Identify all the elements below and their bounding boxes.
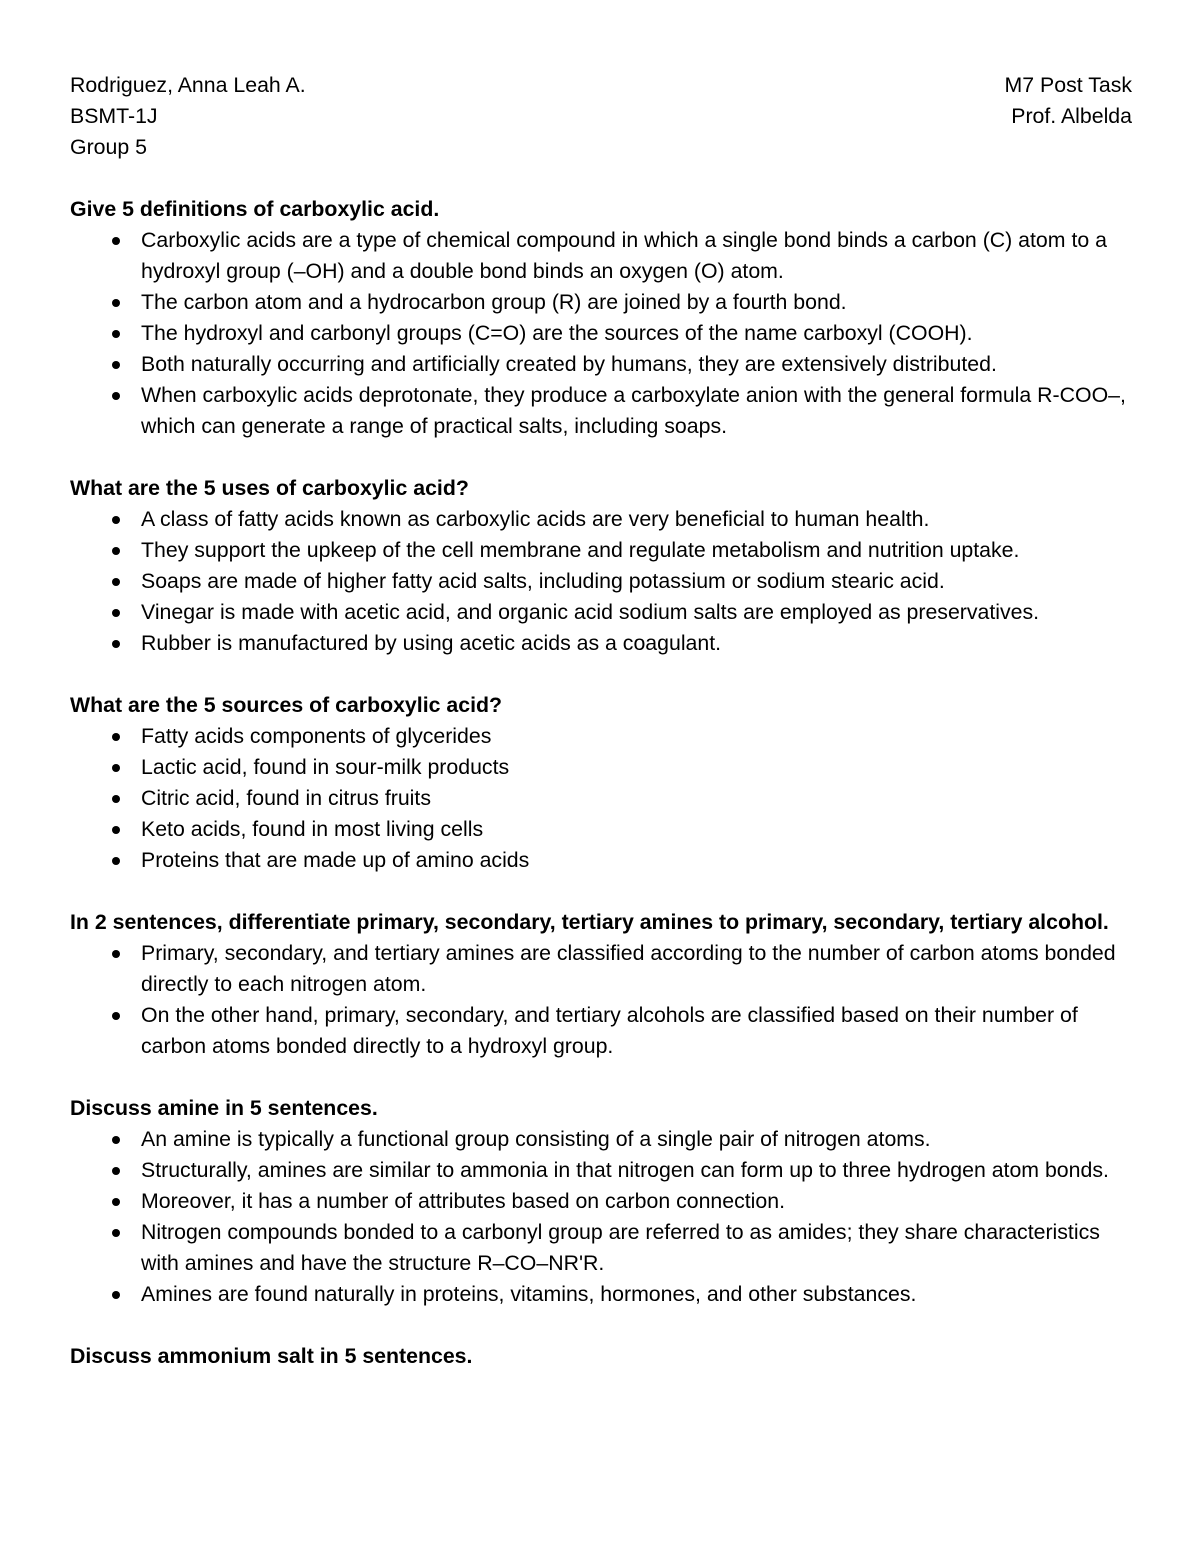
list-item: Rubber is manufactured by using acetic acids as a coagulant. xyxy=(70,628,1132,659)
section-sources xyxy=(70,690,1132,876)
task-title: M7 Post Task xyxy=(1004,73,1132,97)
section-uses xyxy=(70,473,1132,659)
list-item: Amines are found naturally in proteins, vitamins, hormones, and other substances. xyxy=(70,1279,1132,1310)
question-heading: What are the 5 uses of carboxylic acid? xyxy=(70,476,469,500)
student-group: Group 5 xyxy=(70,135,147,159)
section-definitions xyxy=(70,194,1132,442)
section-amines-alcohols xyxy=(70,907,1132,1062)
list-item: Citric acid, found in citrus fruits xyxy=(70,783,1132,814)
header-row-1 xyxy=(70,70,1132,101)
list-item: An amine is typically a functional group consisting of a single pair of nitrogen atoms. xyxy=(70,1124,1132,1155)
section-amine xyxy=(70,1093,1132,1310)
list-item: Vinegar is made with acetic acid, and organic acid sodium salts are employed as preservatives. xyxy=(70,597,1132,628)
list-item: Primary, secondary, and tertiary amines are classified according to the number of carbon atoms bonded directly to each nitrogen atom. xyxy=(70,938,1132,1000)
list-item: They support the upkeep of the cell membrane and regulate metabolism and nutrition uptake. xyxy=(70,535,1132,566)
answer-list xyxy=(70,938,1132,1062)
list-item: A class of fatty acids known as carboxylic acids are very beneficial to human health. xyxy=(70,504,1132,535)
list-item: Keto acids, found in most living cells xyxy=(70,814,1132,845)
list-item: Both naturally occurring and artificially created by humans, they are extensively distributed. xyxy=(70,349,1132,380)
professor-name: Prof. Albelda xyxy=(1011,104,1132,128)
header-row-2 xyxy=(70,101,1132,132)
list-item: Fatty acids components of glycerides xyxy=(70,721,1132,752)
answer-list xyxy=(70,504,1132,659)
student-section: BSMT-1J xyxy=(70,104,158,128)
answer-list xyxy=(70,1124,1132,1310)
list-item: The hydroxyl and carbonyl groups (C=O) are the sources of the name carboxyl (COOH). xyxy=(70,318,1132,349)
list-item: Nitrogen compounds bonded to a carbonyl group are referred to as amides; they share characteristics with amines and have the structure R–CO–NR'R. xyxy=(70,1217,1132,1279)
list-item: Soaps are made of higher fatty acid salts, including potassium or sodium stearic acid. xyxy=(70,566,1132,597)
question-heading: Give 5 definitions of carboxylic acid. xyxy=(70,197,440,221)
answer-list xyxy=(70,721,1132,876)
list-item: The carbon atom and a hydrocarbon group (R) are joined by a fourth bond. xyxy=(70,287,1132,318)
list-item: Structurally, amines are similar to ammonia in that nitrogen can form up to three hydrogen atom bonds. xyxy=(70,1155,1132,1186)
header-row-3 xyxy=(70,132,1132,163)
list-item: Lactic acid, found in sour-milk products xyxy=(70,752,1132,783)
question-heading: Discuss ammonium salt in 5 sentences. xyxy=(70,1344,473,1368)
question-heading: What are the 5 sources of carboxylic acid? xyxy=(70,693,503,717)
document-page xyxy=(70,70,1132,1372)
list-item: Moreover, it has a number of attributes based on carbon connection. xyxy=(70,1186,1132,1217)
question-heading: Discuss amine in 5 sentences. xyxy=(70,1096,378,1120)
list-item: On the other hand, primary, secondary, and tertiary alcohols are classified based on their number of carbon atoms bonded directly to a hydroxyl group. xyxy=(70,1000,1132,1062)
section-ammonium-salt xyxy=(70,1341,1132,1372)
question-heading: In 2 sentences, differentiate primary, secondary, tertiary amines to primary, secondary, tertiary alcohol. xyxy=(70,910,1109,934)
list-item: Carboxylic acids are a type of chemical compound in which a single bond binds a carbon (C) atom to a hydroxyl group (–OH) and a double bond binds an oxygen (O) atom. xyxy=(70,225,1132,287)
answer-list xyxy=(70,225,1132,442)
list-item: Proteins that are made up of amino acids xyxy=(70,845,1132,876)
student-name: Rodriguez, Anna Leah A. xyxy=(70,73,306,97)
list-item: When carboxylic acids deprotonate, they produce a carboxylate anion with the general formula R-COO–, which can generate a range of practical salts, including soaps. xyxy=(70,380,1132,442)
